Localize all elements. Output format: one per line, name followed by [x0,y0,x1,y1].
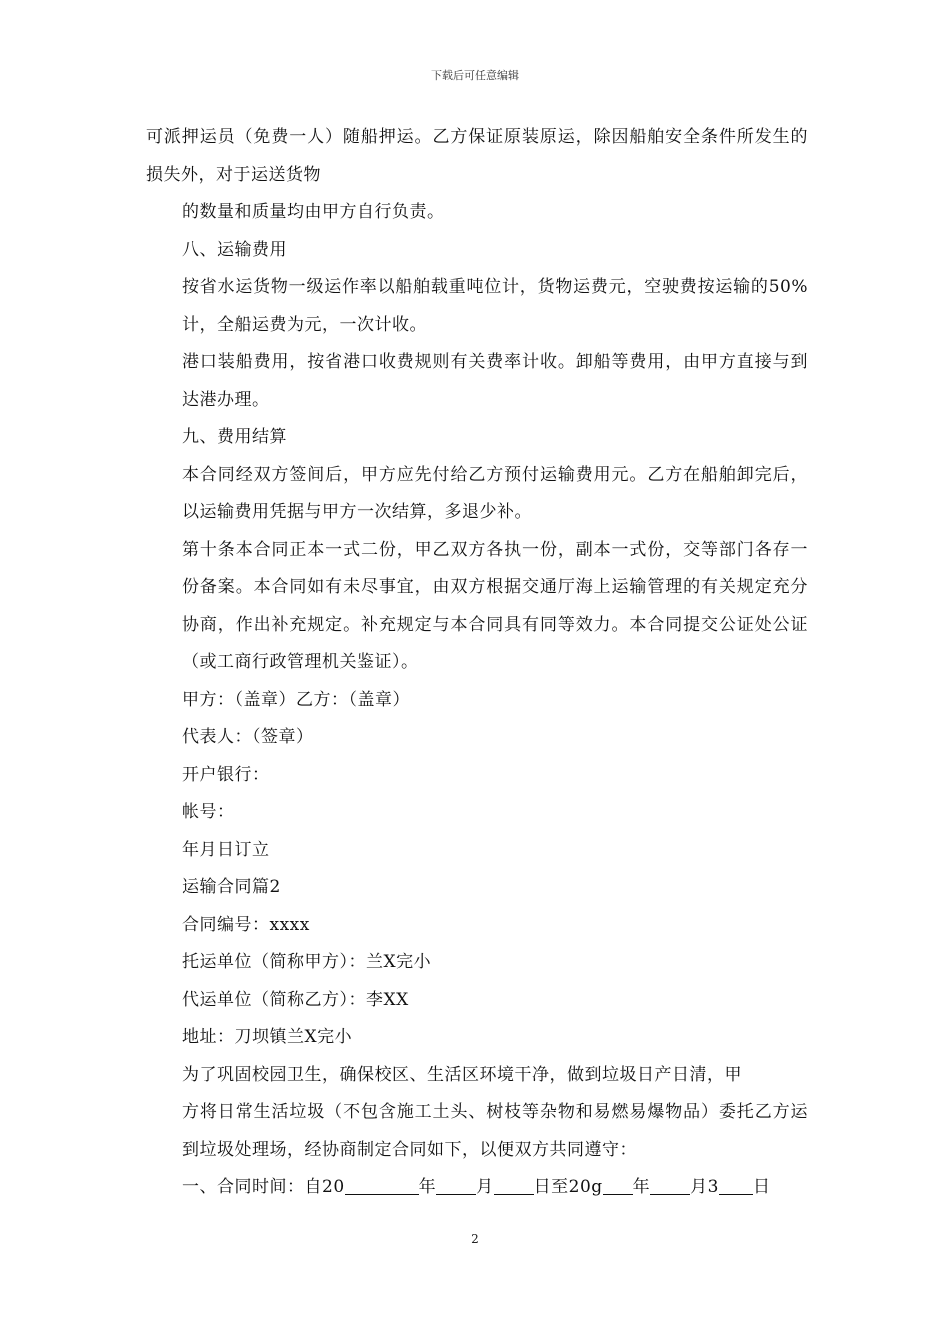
paragraph: 为了巩固校园卫生，确保校区、生活区环境干净，做到垃圾日产日清，甲 [182,1064,742,1085]
paragraph: 可派押运员（免费一人）随船押运。乙方保证原装原运，除因船舶安全条件所发生的损失外，对于运送货物 [146,127,808,185]
blank-field [603,1177,633,1195]
term-text: 一、合同时间：自20 [182,1177,345,1197]
contract-term-line [146,1169,808,1207]
account-line: 帐号： [182,802,235,822]
paragraph: 本合同经双方签间后，甲方应先付给乙方预付运输费用元。乙方在船舶卸完后，以运输费用凭据与甲方一次结算，多退少补。 [182,464,808,522]
paragraph: 第十条本合同正本一式二份，甲乙双方各执一份，副本一式份，交等部门各存一份备案。本合同如有未尽事宜，由双方根据交通厅海上运输管理的有关规定充分协商，作出补充规定。补充规定与本合同具有同等效力。本合同提交公证处公证（或工商行政管理机关鉴证）。 [182,539,808,672]
paragraph: 港口装船费用，按省港口收费规则有关费率计收。卸船等费用，由甲方直接与到达港办理。 [182,352,808,410]
representative-line: 代表人：（签章） [182,727,314,747]
signature-line: 甲方：（盖章）乙方：（盖章） [182,689,410,710]
consignor-line: 托运单位（简称甲方）：兰X完小 [182,952,432,972]
carrier-line: 代运单位（简称乙方）：李XX [182,989,409,1010]
contract-title: 运输合同篇2 [182,877,281,897]
blank-field [650,1177,690,1195]
section-heading: 八、运输费用 [182,239,287,260]
paragraph: 方将日常生活垃圾（不包含施工土头、树枝等杂物和易燃易爆物品）委托乙方运到垃圾处理场，经协商制定合同如下，以便双方共同遵守： [182,1102,808,1160]
page-header-note: 下载后可任意编辑 [431,69,519,82]
term-text: 年 [418,1177,437,1197]
date-line: 年月日订立 [182,839,270,860]
document-body [146,119,808,1207]
term-text: 日至20g [533,1177,603,1197]
paragraph: 按省水运货物一级运作率以船舶载重吨位计，货物运费元，空驶费按运输的50%计，全船运费为元，一次计收。 [182,277,808,335]
page-number: 2 [471,1232,479,1246]
term-text: 年 [632,1177,651,1197]
blank-field [719,1177,753,1195]
section-heading: 九、费用结算 [182,427,287,447]
term-text: 日 [752,1177,771,1197]
paragraph: 的数量和质量均由甲方自行负责。 [182,202,445,222]
term-text: 月 [476,1177,494,1197]
contract-number: 合同编号：xxxx [182,914,310,935]
address-line: 地址：刀坝镇兰X完小 [182,1027,353,1047]
bank-line: 开户银行： [182,764,270,785]
term-text: 月3 [690,1177,719,1197]
blank-field [494,1177,534,1195]
blank-field [436,1177,476,1195]
blank-field [345,1177,419,1195]
